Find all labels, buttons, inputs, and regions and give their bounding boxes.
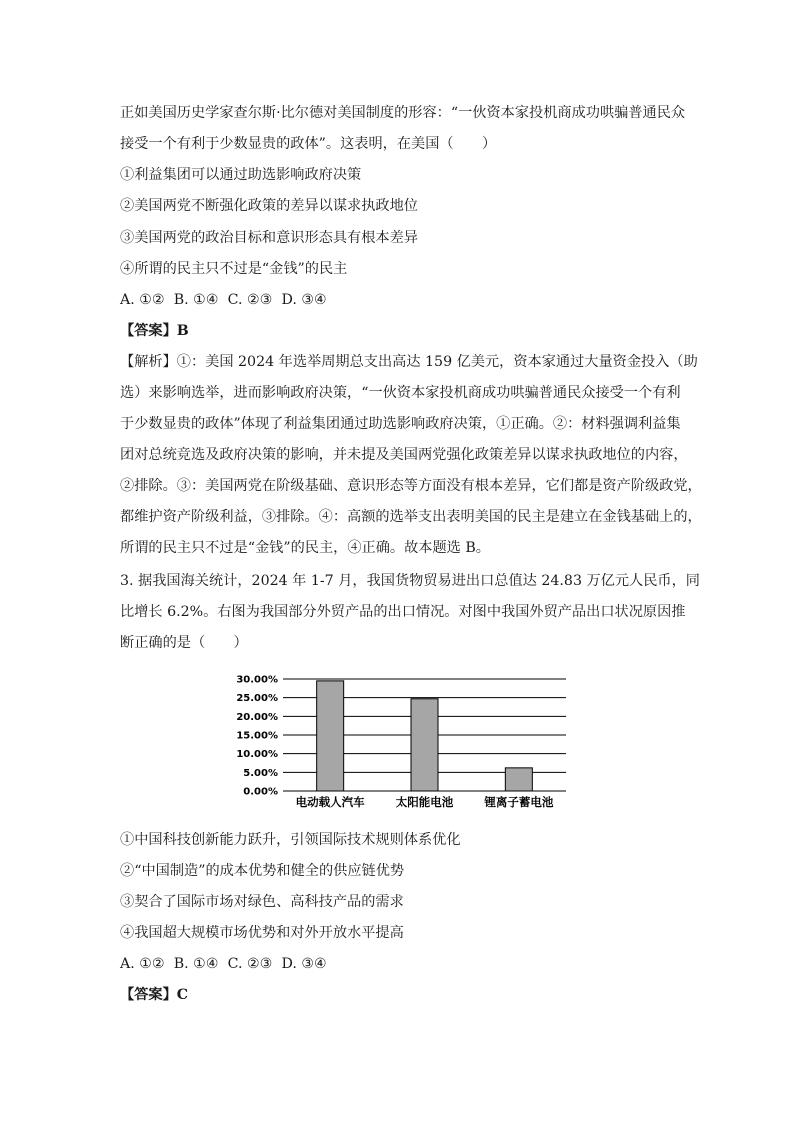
q2-analysis-line-1: 【解析】①：美国 2024 年选举周期总支出高达 159 亿美元，资本家通过大量资金投入（助 [120, 354, 698, 370]
q3-option-4: ④我国超大规模市场优势和对外开放水平提高 [120, 925, 404, 941]
x-category-label: 锂离子蓄电池 [484, 795, 554, 809]
q2-option-3: ③美国两党的政治目标和意识形态具有根本差异 [120, 230, 418, 246]
question-intro-line-1: 正如美国历史学家查尔斯·比尔德对美国制度的形容：“一伙资本家投机商成功哄骗普通民众 [120, 105, 686, 121]
x-category-label: 电动载人汽车 [295, 795, 365, 809]
y-tick-label: 5.00% [243, 767, 278, 779]
q2-analysis-line-3: 于少数显贵的政体”体现了利益集团通过助选影响政府决策，①正确。②：材料强调利益集 [120, 416, 681, 432]
q3-answer: 【答案】C [120, 987, 189, 1003]
q3-option-1: ①中国科技创新能力跃升，引领国际技术规则体系优化 [120, 832, 461, 848]
q2-analysis-line-7: 所谓的民主只不过是“金钱”的民主，④正确。故本题选 B。 [120, 540, 490, 556]
question-intro-line-2: 接受一个有利于少数显贵的政体”。这表明，在美国（ ） [120, 136, 497, 152]
q2-choices: A. ①② B. ①④ C. ②③ D. ③④ [120, 292, 327, 308]
q3-option-3: ③契合了国际市场对绿色、高科技产品的需求 [120, 894, 404, 910]
bar-2 [411, 699, 438, 791]
bar-3 [505, 768, 532, 791]
q3-stem-line-3: 断正确的是（ ） [120, 635, 248, 651]
q3-stem-line-2: 比增长 6.2%。右图为我国部分外贸产品的出口情况。对图中我国外贸产品出口状况原因推 [120, 604, 686, 620]
x-category-label: 太阳能电池 [395, 795, 454, 809]
q2-option-1: ①利益集团可以通过助选影响政府决策 [120, 167, 362, 183]
q2-option-4: ④所谓的民主只不过是“金钱”的民主 [120, 261, 348, 277]
q3-stem-line-1: 3. 据我国海关统计，2024 年 1-7 月，我国货物贸易进出口总值达 24.83 万亿元人民币，同 [120, 573, 700, 589]
q3-option-2: ②“中国制造”的成本优势和健全的供应链优势 [120, 863, 405, 879]
q2-analysis-line-6: 都维护资产阶级利益，③排除。④：高额的选举支出表明美国的民主是建立在金钱基础上的， [120, 509, 702, 525]
y-tick-label: 30.00% [236, 674, 278, 686]
y-tick-label: 20.00% [236, 711, 278, 723]
y-tick-label: 25.00% [236, 693, 278, 705]
q2-answer: 【答案】B [120, 323, 189, 339]
y-tick-label: 0.00% [243, 786, 278, 798]
q2-analysis-line-4: 团对总统竞选及政府决策的影响，并未提及美国两党强化政策差异以谋求执政地位的内容， [120, 447, 688, 463]
bar-1 [317, 681, 344, 791]
q3-choices: A. ①② B. ①④ C. ②③ D. ③④ [120, 956, 327, 972]
q2-analysis-line-5: ②排除。③：美国两党在阶级基础、意识形态等方面没有根本差异，它们都是资产阶级政党， [120, 478, 702, 494]
export-bar-chart [228, 668, 573, 813]
q2-analysis-line-2: 选）来影响选举，进而影响政府决策，“一伙资本家投机商成功哄骗普通民众接受一个有利 [120, 385, 681, 401]
q2-option-2: ②美国两党不断强化政策的差异以谋求执政地位 [120, 198, 418, 214]
y-tick-label: 10.00% [236, 749, 278, 761]
y-tick-label: 15.00% [236, 730, 278, 742]
